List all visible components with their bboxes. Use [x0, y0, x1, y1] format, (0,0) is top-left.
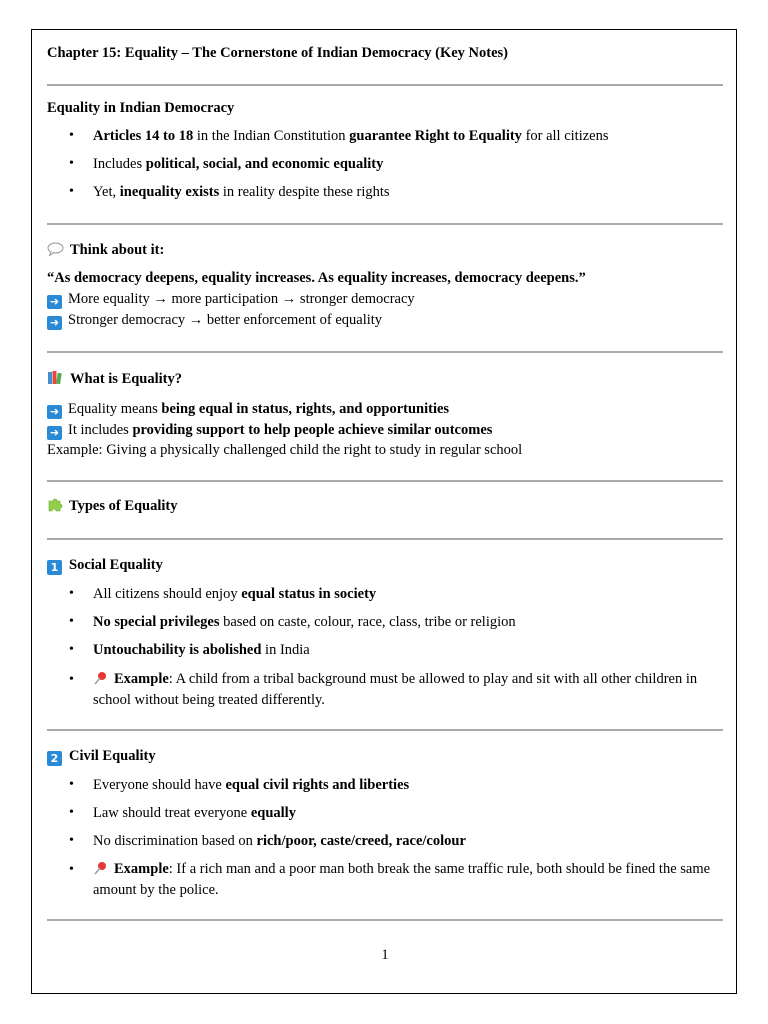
puzzle-piece-icon: [47, 497, 63, 517]
pushpin-icon: [93, 861, 108, 881]
divider: [47, 480, 723, 482]
divider: [47, 223, 723, 225]
right-arrow-icon: ➜: [47, 426, 62, 440]
list-item: Includes political, social, and economic equality: [93, 156, 384, 172]
arrow-line: ➜ It includes providing support to help people achieve similar outcomes: [47, 421, 492, 440]
divider: [47, 351, 723, 353]
divider: [47, 84, 723, 86]
list-item: All citizens should enjoy equal status in society: [93, 586, 377, 602]
bullet-dot: •: [69, 672, 74, 687]
list-item: Untouchability is abolished in India: [93, 642, 310, 658]
list-item: Law should treat everyone equally: [93, 805, 296, 821]
arrow-line: ➜ More equality → more participation → stronger democracy: [47, 290, 415, 309]
divider: [47, 729, 723, 731]
document-title: Chapter 15: Equality – The Cornerstone of Indian Democracy (Key Notes): [47, 45, 509, 61]
arrow-line: ➜ Equality means being equal in status, rights, and opportunities: [47, 400, 449, 419]
arrow-line: ➜ Stronger democracy → better enforcement of equality: [47, 311, 382, 330]
bullet-dot: •: [69, 862, 74, 877]
books-icon: [47, 370, 64, 390]
number-one-icon: 1: [47, 560, 62, 575]
right-arrow-icon: ➜: [47, 316, 62, 330]
list-item: No special privileges based on caste, colour, race, class, tribe or religion: [93, 614, 516, 630]
right-arrow-icon: ➜: [47, 295, 62, 309]
pushpin-icon: [93, 671, 108, 691]
number-two-icon: 2: [47, 751, 62, 766]
page-number: 1: [381, 947, 389, 963]
thought-bubble-icon: [47, 242, 64, 261]
example-text: Example: Giving a physically challenged child the right to study in regular school: [47, 442, 523, 458]
right-arrow-icon: ➜: [47, 405, 62, 419]
quote: “As democracy deepens, equality increases. As equality increases, democracy deepens.”: [47, 270, 586, 286]
bullet-dot: •: [69, 586, 74, 601]
document-page: [31, 29, 737, 994]
section-heading-think-about-it: Think about it:: [47, 241, 164, 261]
subsection-heading-civil-equality: 2 Civil Equality: [47, 747, 156, 766]
divider: [47, 538, 723, 540]
divider: [47, 919, 723, 921]
bullet-dot: •: [69, 642, 74, 657]
list-item: No discrimination based on rich/poor, caste/creed, race/colour: [93, 833, 466, 849]
section-heading-what-is-equality: What is Equality?: [47, 370, 182, 390]
list-item: Yet, inequality exists in reality despite these rights: [93, 184, 390, 200]
list-item: Everyone should have equal civil rights and liberties: [93, 777, 410, 793]
section-heading-types-of-equality: Types of Equality: [47, 497, 178, 517]
bullet-dot: •: [69, 833, 74, 848]
bullet-dot: •: [69, 156, 74, 171]
bullet-dot: •: [69, 184, 74, 199]
list-item-example: Example: If a rich man and a poor man both break the same traffic rule, both should be fined the same amount by the police.: [93, 861, 711, 898]
subsection-heading-social-equality: 1 Social Equality: [47, 556, 163, 575]
bullet-dot: •: [69, 777, 74, 792]
bullet-dot: •: [69, 128, 74, 143]
bullet-dot: •: [69, 614, 74, 629]
list-item: Articles 14 to 18 in the Indian Constitution guarantee Right to Equality for all citizens: [93, 128, 609, 144]
section-heading-equality-in-democracy: Equality in Indian Democracy: [47, 100, 235, 116]
list-item-example: Example: A child from a tribal background must be allowed to play and sit with all other children in school without being treated differently.: [93, 671, 698, 708]
bullet-dot: •: [69, 805, 74, 820]
